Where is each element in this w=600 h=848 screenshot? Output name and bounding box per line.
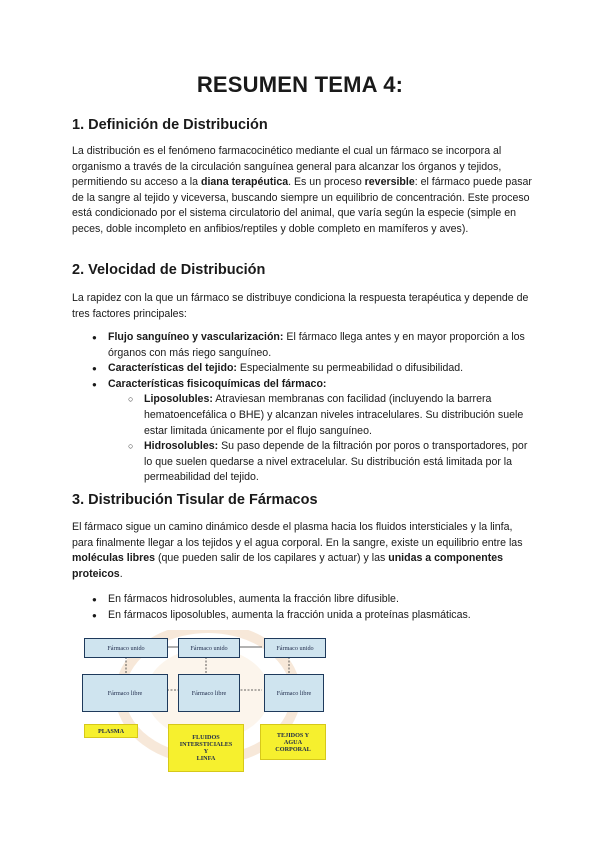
- section-2-intro: La rapidez con la que un fármaco se distribuye condiciona la respuesta terapéutica y depende de tres factores principales:: [72, 292, 529, 320]
- list-item: ● Flujo sanguíneo y vascularización: El fármaco llega antes y en mayor proporción a los órganos con más riego sanguíneo.: [72, 330, 532, 361]
- section-2-heading: 2. Velocidad de Distribución: [72, 262, 266, 278]
- bound-drug-box-tissue: Fármaco unido: [264, 638, 326, 658]
- list-item: ● En fármacos liposolubles, aumenta la fracción unida a proteínas plasmáticas.: [72, 608, 532, 624]
- distribution-diagram: [74, 630, 342, 772]
- equilibrium-list: [72, 592, 532, 623]
- section-1-heading: 1. Definición de Distribución: [72, 117, 268, 133]
- fluids-label: FLUIDOS INTERSTICIALES Y LINFA: [168, 724, 244, 772]
- free-drug-box-tissue: Fármaco libre: [264, 674, 324, 712]
- list-item: ● Características del tejido: Especialmente su permeabilidad o difusibilidad.: [72, 361, 532, 377]
- bound-drug-box-fluids: Fármaco unido: [178, 638, 240, 658]
- tissue-label: TEJIDOS Y AGUA CORPORAL: [260, 724, 326, 760]
- list-subitem: ○ Hidrosolubles: Su paso depende de la filtración por poros o transportadores, por lo que suelen quedarse a nivel extracelular. Su distribución está limitada por la permeabilidad del tejido.: [72, 439, 532, 486]
- plasma-label: PLASMA: [84, 724, 138, 738]
- free-drug-box-plasma: Fármaco libre: [82, 674, 168, 712]
- bound-drug-box-plasma: Fármaco unido: [84, 638, 168, 658]
- section-3-paragraph: El fármaco sigue un camino dinámico desde el plasma hacia los fluidos intersticiales y la linfa, para finalmente llegar a los tejidos y el agua corporal. En la sangre, existe un equilibrio entre las moléculas libres (que pueden salir de los capilares y actuar) y las unidas a componentes proteicos.: [72, 521, 523, 580]
- free-drug-box-fluids: Fármaco libre: [178, 674, 240, 712]
- factor-list: [72, 330, 532, 486]
- page-title: RESUMEN TEMA 4:: [196, 72, 404, 97]
- section-3-heading: 3. Distribución Tisular de Fármacos: [72, 492, 318, 508]
- list-subitem: ○ Liposolubles: Atraviesan membranas con facilidad (incluyendo la barrera hematoencefálica o BHE) y alcanzan niveles intracelulares. Su distribución suele estar limitada únicamente por el flujo sanguíneo.: [72, 392, 532, 439]
- section-1-paragraph: La distribución es el fenómeno farmacocinético mediante el cual un fármaco se incorpora al organismo a través de la circulación sanguínea general para alcanzar los órganos y tejidos, permitiendo su acceso a la diana terapéutica. Es un proceso reversible: el fármaco puede pasar de la sangre al tejido y viceversa, buscando siempre un equilibrio de concentración. Este proceso está condicionado por el sistema circulatorio del animal, que varía según la especie (simple en peces, doble incompleto en anfibios/reptiles y doble completo en mamíferos y aves).: [72, 145, 532, 235]
- list-item: ● Características fisicoquímicas del fármaco:: [72, 377, 532, 393]
- list-item: ● En fármacos hidrosolubles, aumenta la fracción libre difusible.: [72, 592, 532, 608]
